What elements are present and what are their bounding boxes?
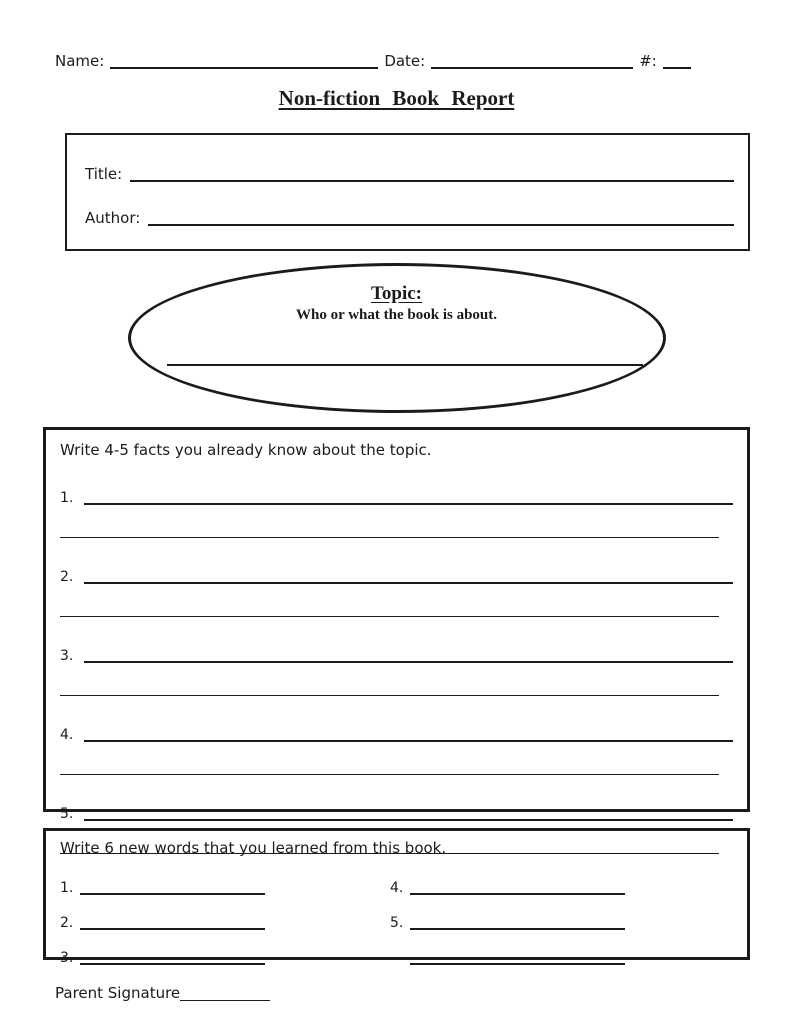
vocab-item-4	[390, 876, 690, 896]
vocab-number: 1.	[60, 880, 74, 896]
vocabulary-box	[43, 828, 750, 966]
fact-continuation-line-4[interactable]	[60, 774, 719, 775]
topic-ellipse	[128, 263, 666, 413]
date-field-line[interactable]	[431, 67, 633, 69]
fact-number: 3.	[60, 648, 74, 664]
vocab-item-3	[60, 946, 390, 966]
vocabulary-grid	[60, 861, 733, 966]
fact-item-3	[60, 644, 733, 664]
vocabulary-left-column	[60, 861, 390, 966]
vocab-field-line-6[interactable]	[410, 963, 625, 965]
topic-subtitle: Who or what the book is about.	[295, 307, 497, 323]
fact-item-2	[60, 565, 733, 585]
fact-field-line-4[interactable]	[84, 740, 733, 742]
vocabulary-prompt: Write 6 new words that you learned from this book.	[60, 839, 447, 857]
vocab-field-line-5[interactable]	[410, 928, 625, 930]
vocabulary-right-column	[390, 861, 690, 966]
parent-signature-label: Parent Signature	[55, 984, 181, 1002]
vocab-number: 2.	[60, 915, 74, 931]
topic-heading: Topic:	[370, 283, 423, 304]
topic-field-line[interactable]	[167, 364, 643, 366]
fact-number: 1.	[60, 490, 74, 506]
book-title-label: Title:	[85, 165, 123, 183]
name-label: Name:	[55, 52, 105, 70]
fact-item-5	[60, 802, 733, 822]
number-field-line[interactable]	[663, 67, 691, 69]
vocab-item-1	[60, 876, 390, 896]
book-info-box	[65, 133, 750, 251]
header-row	[55, 48, 750, 70]
fact-item-1	[60, 486, 733, 506]
book-author-label: Author:	[85, 209, 141, 227]
vocab-item-6	[390, 946, 690, 966]
vocab-number: 5.	[390, 915, 404, 931]
facts-prompt: Write 4-5 facts you already know about the topic.	[60, 441, 432, 459]
fact-field-line-2[interactable]	[84, 582, 733, 584]
fact-field-line-3[interactable]	[84, 661, 733, 663]
vocab-field-line-1[interactable]	[80, 893, 265, 895]
vocab-number: 4.	[390, 880, 404, 896]
title-wrap	[43, 86, 750, 111]
vocab-number: 3.	[60, 950, 74, 966]
fact-number: 4.	[60, 727, 74, 743]
page-title: Non-fiction Book Report	[278, 86, 515, 110]
date-label: Date:	[384, 52, 426, 70]
fact-field-line-1[interactable]	[84, 503, 733, 505]
book-author-row	[85, 203, 734, 227]
vocab-field-line-4[interactable]	[410, 893, 625, 895]
vocab-item-5	[390, 911, 690, 931]
facts-box	[43, 427, 750, 822]
fact-continuation-line-3[interactable]	[60, 695, 719, 696]
fact-number: 5.	[60, 806, 74, 822]
vocab-field-line-2[interactable]	[80, 928, 265, 930]
fact-item-4	[60, 723, 733, 743]
fact-field-line-5[interactable]	[84, 819, 733, 821]
fact-continuation-line-2[interactable]	[60, 616, 719, 617]
fact-continuation-line-1[interactable]	[60, 537, 719, 538]
vocab-item-2	[60, 911, 390, 931]
book-author-field-line[interactable]	[148, 224, 734, 226]
book-title-row	[85, 159, 734, 183]
parent-signature-field-line[interactable]	[180, 1000, 270, 1001]
fact-number: 2.	[60, 569, 74, 585]
vocab-field-line-3[interactable]	[80, 963, 265, 965]
signature-row	[55, 980, 750, 1002]
name-field-line[interactable]	[110, 67, 378, 69]
book-title-field-line[interactable]	[130, 180, 734, 182]
number-label: #:	[639, 52, 657, 70]
